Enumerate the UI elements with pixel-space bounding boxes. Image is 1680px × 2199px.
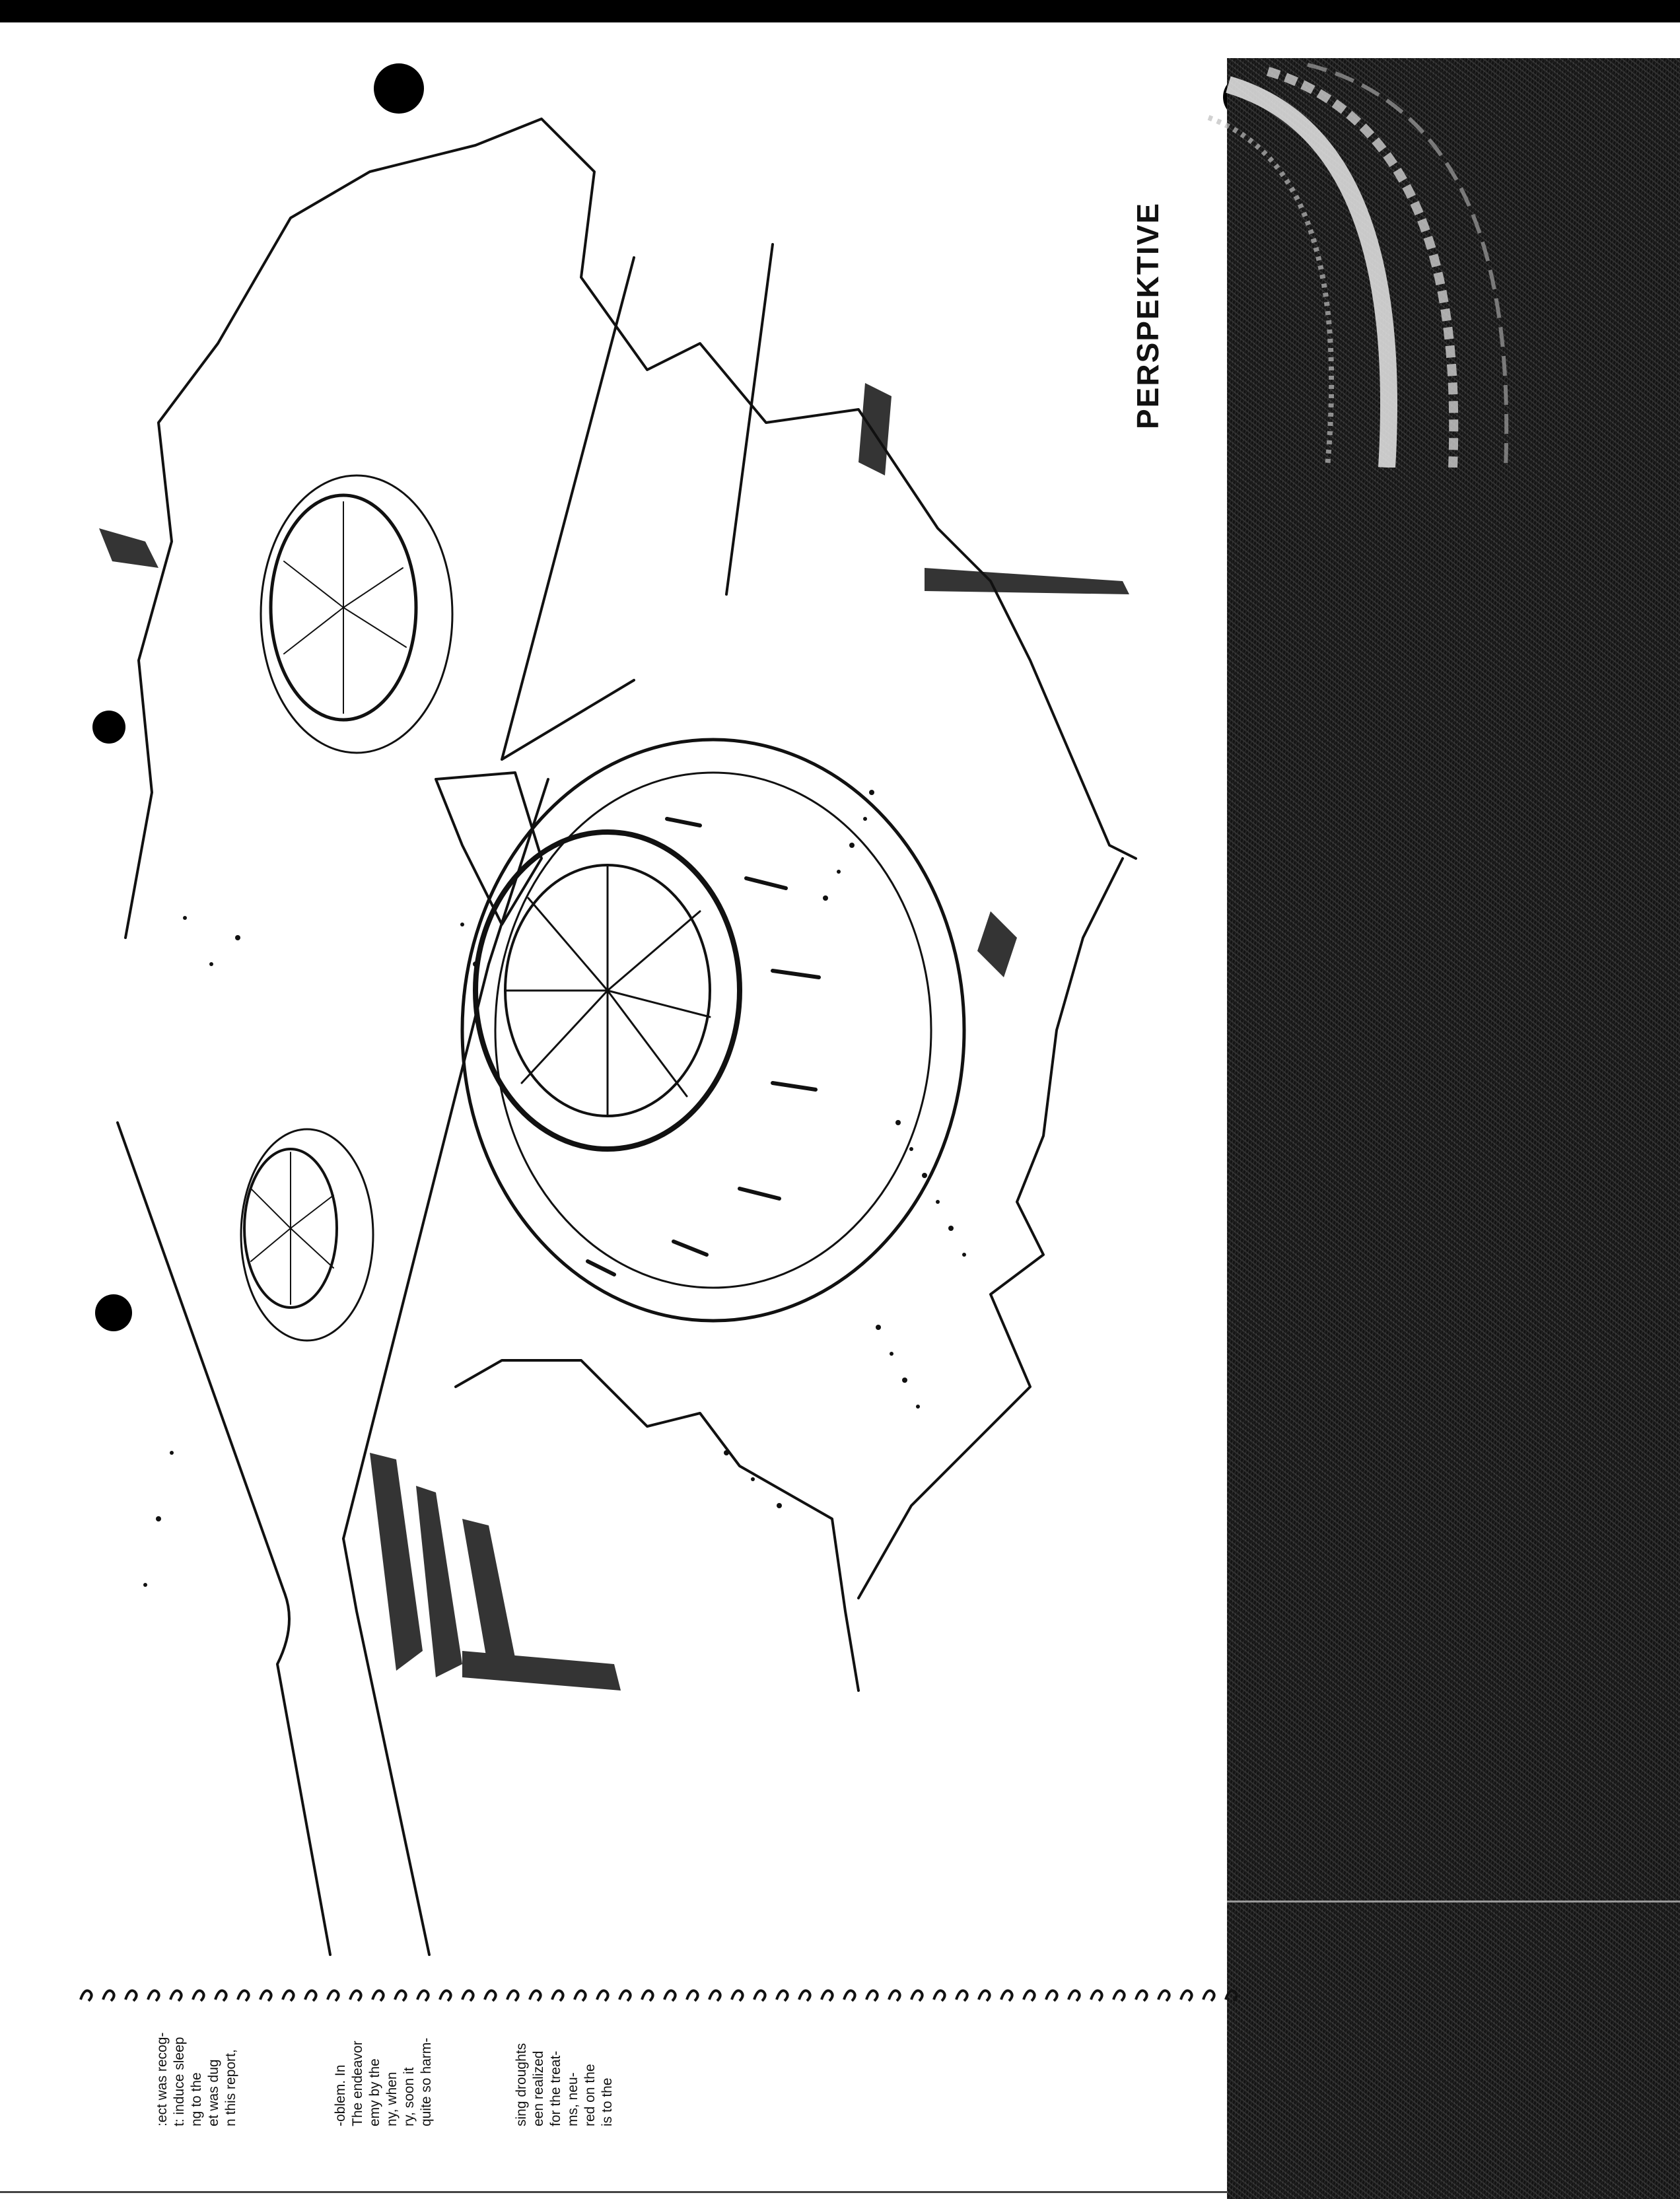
frag-2-line-3: emy by the <box>367 2058 382 2126</box>
upper-building-ribs <box>284 502 406 713</box>
lower-building-base <box>241 1129 373 1341</box>
frag-1-line-3: ng to the <box>189 2072 204 2126</box>
frag-3-line-2: een realized <box>531 2050 546 2126</box>
frag-3-line-6: is to the <box>600 2077 615 2126</box>
frag-1-line-5: n this report, <box>223 2049 238 2126</box>
vegetation-marks <box>99 383 1129 1691</box>
photo-band-seam <box>1227 1901 1680 1902</box>
arch-detail <box>1189 58 1532 468</box>
frag-2-line-1: -oblem. In <box>333 2064 348 2126</box>
terrain-outline-lower <box>456 1360 858 1691</box>
road-edge-left <box>118 1123 330 1955</box>
scan-bottom-edge <box>0 2191 1228 2193</box>
frag-3-line-5: red on the <box>582 2064 598 2126</box>
road-edge-right <box>343 1539 429 1955</box>
text-fragment-2 <box>332 1974 451 2126</box>
terrain-outline-upper <box>125 119 1136 938</box>
distant-road <box>726 244 773 594</box>
frag-3-line-4: ms, neu- <box>565 2072 580 2126</box>
frag-1-line-1: :ect was recog- <box>155 2032 170 2126</box>
frag-2-line-6: quite so harm- <box>419 2037 434 2126</box>
frag-1-line-2: t: induce sleep <box>172 2037 187 2126</box>
frag-2-line-5: ry, soon it <box>402 2067 417 2126</box>
frag-2-line-2: The endeavor <box>350 2041 365 2126</box>
text-fragment-3 <box>513 1974 632 2126</box>
frag-3-line-3: for the treat- <box>548 2050 563 2126</box>
service-road <box>502 258 634 759</box>
upper-building-base <box>261 475 452 753</box>
text-fragment-1 <box>154 1974 260 2126</box>
lower-building-ribs <box>251 1152 333 1304</box>
main-building-base <box>462 740 964 1321</box>
frag-1-line-4: et was dug <box>206 2059 221 2126</box>
frag-2-line-4: ny, when <box>384 2072 400 2126</box>
stipple-dots <box>143 790 966 1587</box>
page-heading: PERSPEKTIVE <box>1131 201 1165 429</box>
frag-3-line-1: sing droughts <box>514 2042 529 2126</box>
main-building-terrace <box>495 773 931 1288</box>
main-building-columns <box>588 819 819 1274</box>
access-road <box>343 779 548 1539</box>
